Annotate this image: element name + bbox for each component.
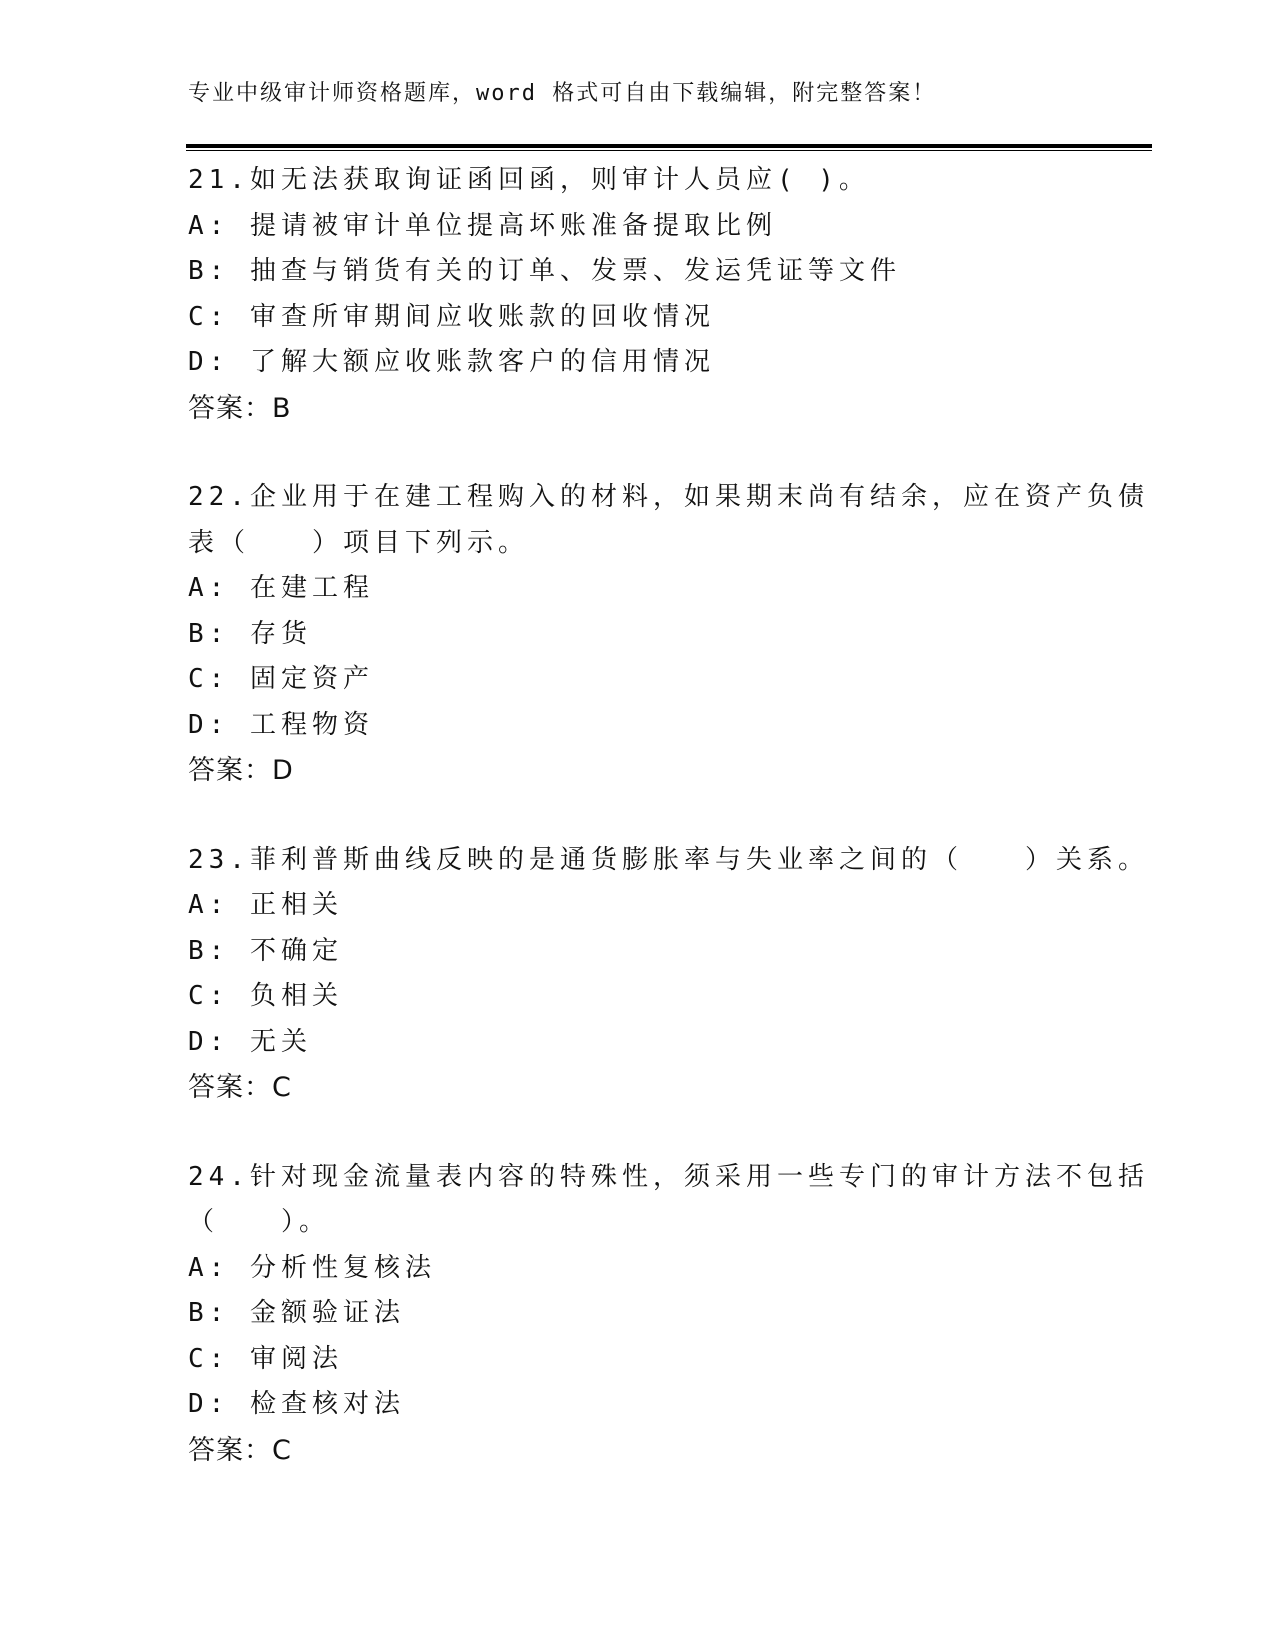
option-c: C: 审查所审期间应收账款的回收情况 [188,301,715,332]
option-b: B: 金额验证法 [188,1298,405,1328]
header-rule-thick [186,144,1152,148]
question-stem-continued: （ ）。 [188,1207,331,1237]
question-list [188,158,1149,1473]
option-d: D: 工程物资 [188,709,374,740]
question-stem-continued: 表（ ）项目下列示。 [188,527,530,558]
option-c: C: 固定资产 [188,664,374,694]
answer-text: 答案：B [188,392,292,424]
question-24 [188,1155,1149,1474]
option-d: D: 了解大额应收账款客户的信用情况 [188,347,715,377]
option-b: B: 存货 [188,618,312,649]
question-22 [188,475,1149,794]
question-stem: 22.企业用于在建工程购入的材料，如果期末尚有结余，应在资产负债 [188,482,1149,512]
page-header: 专业中级审计师资格题库，word 格式可自由下载编辑，附完整答案！ [188,81,937,106]
question-23 [188,838,1149,1111]
answer-text: 答案：C [188,1434,292,1466]
question-stem: 24.针对现金流量表内容的特殊性，须采用一些专门的审计方法不包括 [188,1161,1149,1192]
header-rule-thin [186,150,1152,151]
option-c: C: 负相关 [188,981,343,1011]
option-a: A: 正相关 [188,890,343,920]
answer-text: 答案：C [188,1072,292,1103]
option-b: B: 抽查与销货有关的订单、发票、发运凭证等文件 [188,256,901,286]
option-a: A: 分析性复核法 [188,1252,436,1283]
option-d: D: 无关 [188,1026,312,1057]
option-a: A: 在建工程 [188,573,374,603]
answer-text: 答案：D [188,755,294,786]
option-b: B: 不确定 [188,935,343,966]
option-a: A: 提请被审计单位提高坏账准备提取比例 [188,210,777,241]
question-21 [188,158,1088,431]
question-stem: 21.如无法获取询证函回函，则审计人员应( )。 [188,165,870,195]
option-d: D: 检查核对法 [188,1389,405,1419]
question-stem: 23.菲利普斯曲线反映的是通货膨胀率与失业率之间的（ ）关系。 [188,844,1149,875]
option-c: C: 审阅法 [188,1343,343,1374]
